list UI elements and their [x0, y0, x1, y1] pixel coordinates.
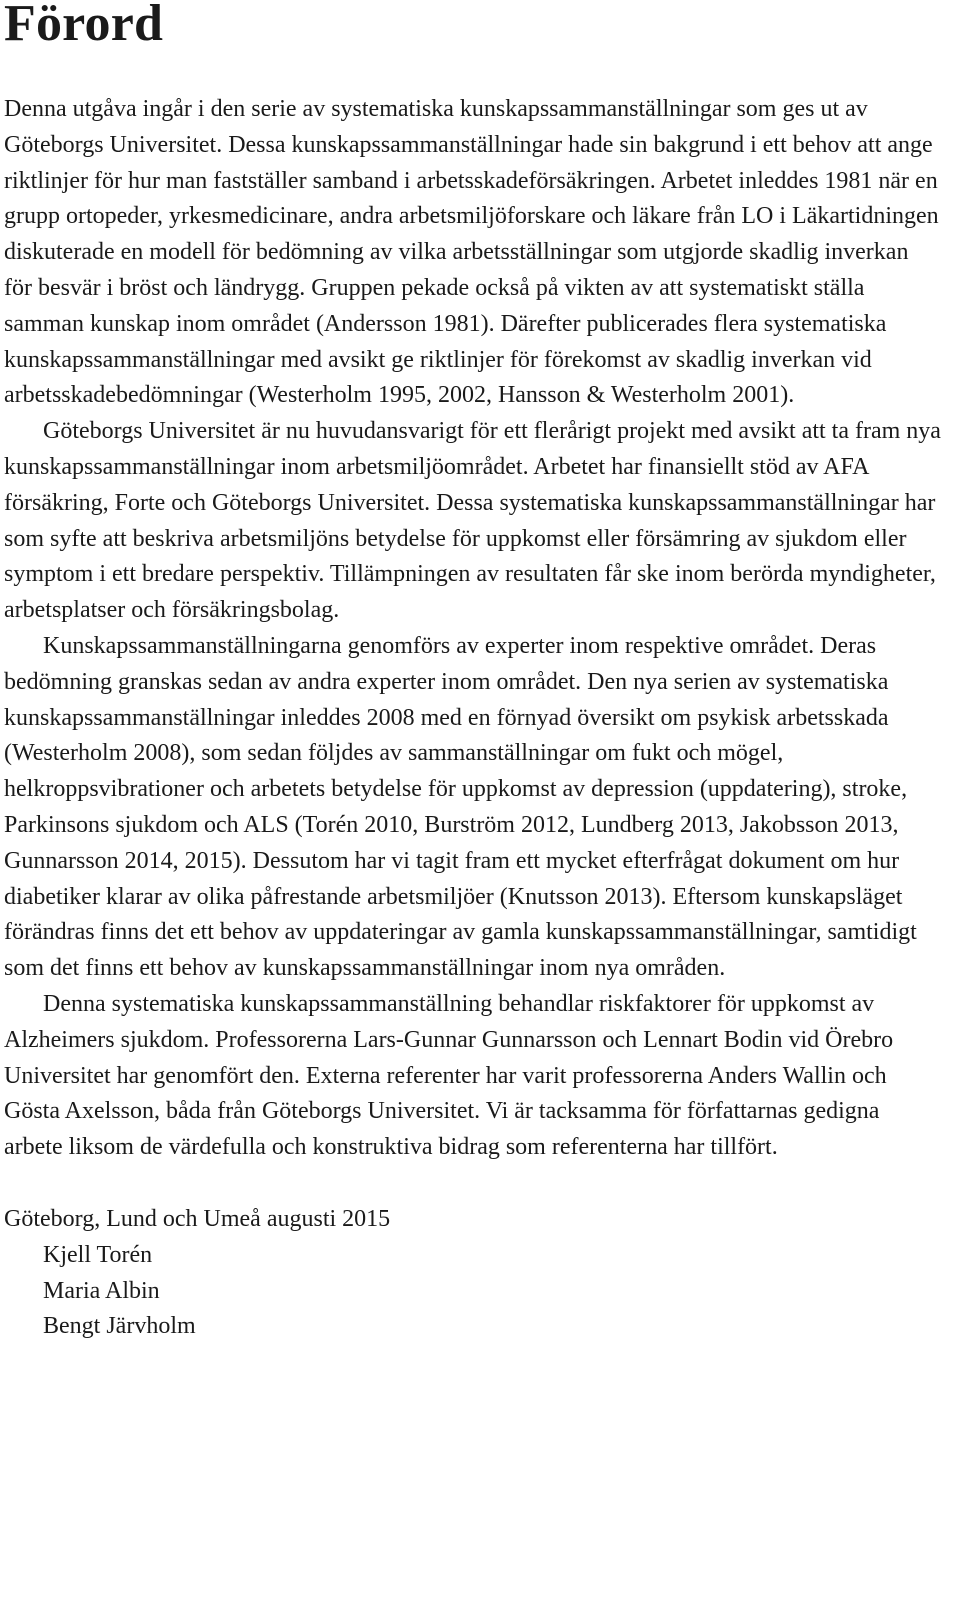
foreword-body — [4, 92, 942, 1166]
signature-block — [4, 1202, 942, 1345]
signer-name: Kjell Torén — [43, 1241, 153, 1268]
paragraph-3: Kunskapssammanställningarna genomförs av experter inom respektive området. Deras bedömning granskas sedan av andra experter inom området. Den nya serien av systematiska kunskapssammanställningar inleddes 2008 med en förnyad översikt om psykisk arbetsskada (Westerholm 2008), som sedan följdes av sammanställningar om fukt och mögel, helkroppsvibrationer och arbetets betydelse för uppkomst av depression (uppdatering), stroke, Parkinsons sjukdom och ALS (Torén 2010, Burström 2012, Lundberg 2013, Jakobsson 2013, Gunnarsson 2014, 2015). Dessutom har vi tagit fram ett mycket efterfrågat dokument om hur diabetiker klarar av olika påfrestande arbetsmiljöer (Knutsson 2013). Eftersom kunskapsläget förändras finns det ett behov av uppdateringar av gamla kunskapssammanställningar, samtidigt som det finns ett behov av kunskapssammanställningar inom nya områden. — [4, 632, 917, 982]
paragraph-2: Göteborgs Universitet är nu huvudansvarigt för ett flerårigt projekt med avsikt att ta fram nya kunskapssammanställningar inom arbetsmiljöområdet. Arbetet har finansiellt stöd av AFA försäkring, Forte och Göteborgs Universitet. Dessa systematiska kunskapssammanställningar har som syfte att beskriva arbetsmiljöns betydelse för uppkomst eller försämring av sjukdom eller symptom i ett bredare perspektiv. Tillämpningen av resultaten får ske inom berörda myndigheter, arbetsplatser och försäkringsbolag. — [4, 418, 941, 624]
paragraph-1: Denna utgåva ingår i den serie av systematiska kunskapssammanställningar som ges ut av Göteborgs Universitet. Dessa kunskapssammanställningar hade sin bakgrund i ett behov att ange riktlinjer för hur man fastställer samband i arbetsskadeförsäkringen. Arbetet inleddes 1981 när en grupp ortopeder, yrkesmedicinare, andra arbetsmiljöforskare och läkare från LO i Läkartidningen diskuterade en modell för bedömning av vilka arbetsställningar som utgjorde skadlig inverkan för besvär i bröst och ländrygg. Gruppen pekade också på vikten av att systematiskt ställa samman kunskap inom området (Andersson 1981). Därefter publicerades flera systematiska kunskapssammanställningar med avsikt ge riktlinjer för förekomst av skadlig inverkan vid arbetsskadebedömningar (Westerholm 1995, 2002, Hansson & Westerholm 2001). — [4, 96, 939, 409]
signer-name: Maria Albin — [43, 1277, 160, 1304]
page-title: Förord — [4, 0, 164, 52]
place-and-date: Göteborg, Lund och Umeå augusti 2015 — [4, 1205, 391, 1232]
paragraph-4: Denna systematiska kunskapssammanställning behandlar riskfaktorer för uppkomst av Alzheimers sjukdom. Professorerna Lars-Gunnar Gunnarsson och Lennart Bodin vid Örebro Universitet har genomfört den. Externa referenter har varit professorerna Anders Wallin och Gösta Axelsson, båda från Göteborgs Universitet. Vi är tacksamma för författarnas gedigna arbete liksom de värdefulla och konstruktiva bidrag som referenterna har tillfört. — [4, 990, 894, 1161]
signer-name: Bengt Järvholm — [43, 1313, 196, 1340]
